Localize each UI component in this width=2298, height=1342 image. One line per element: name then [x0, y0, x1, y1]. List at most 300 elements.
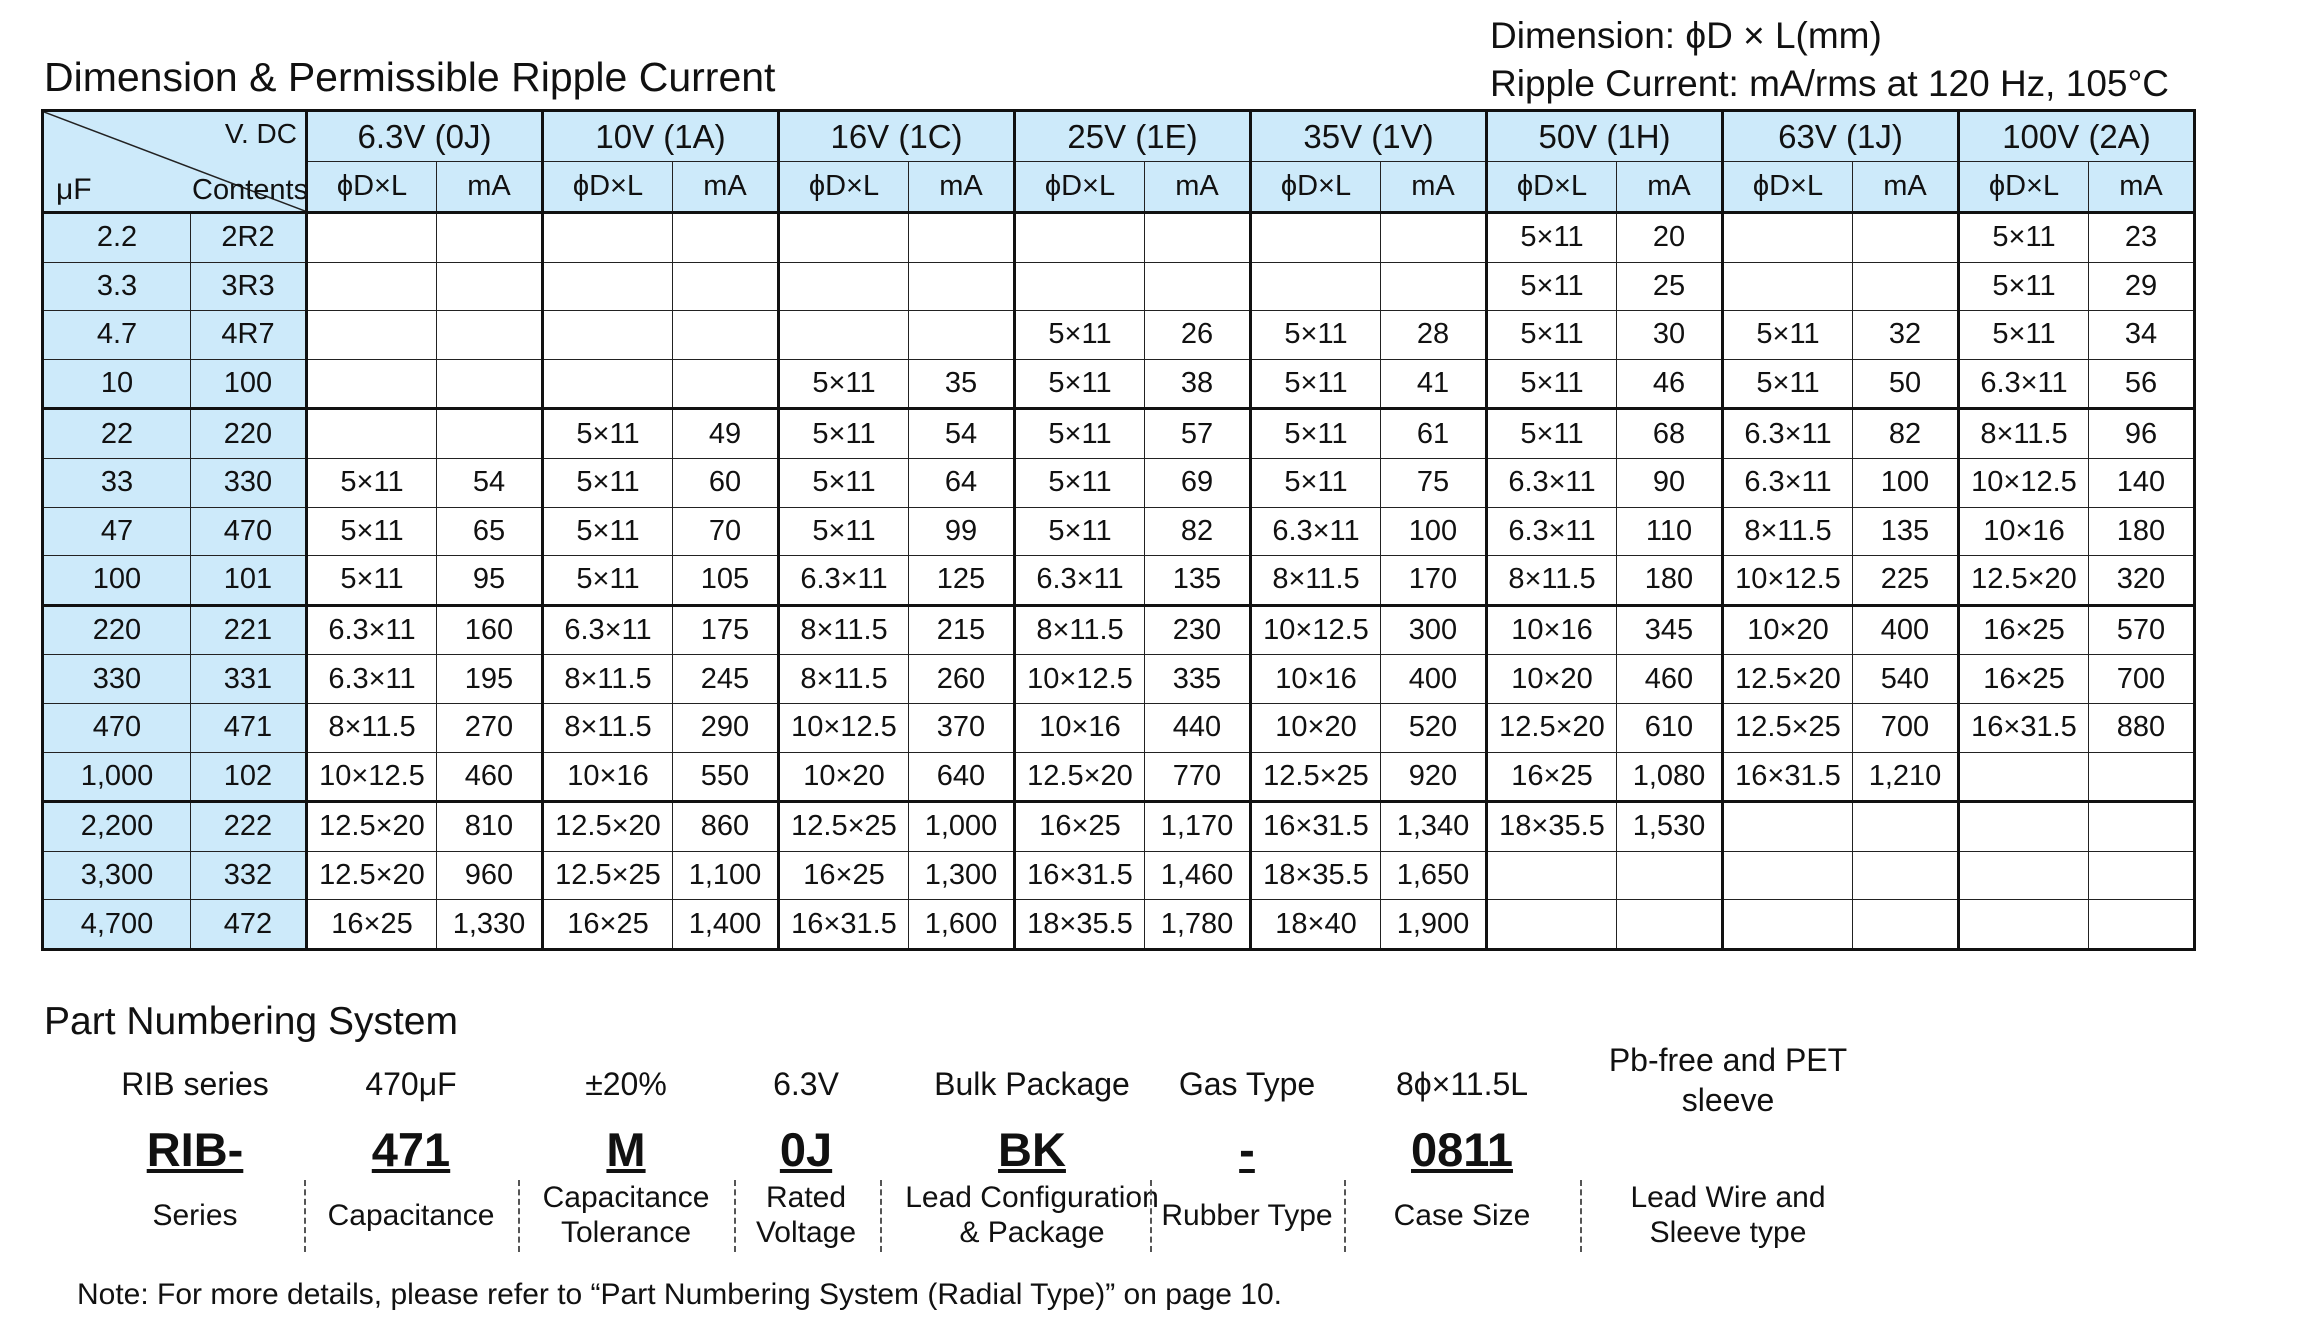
dimension-cell: 10×16	[1487, 605, 1617, 655]
dimension-cell	[1723, 213, 1853, 263]
ripple-cell: 34	[2089, 311, 2195, 360]
dimension-cell	[307, 409, 437, 459]
voltage-header: 16V (1C)	[779, 111, 1015, 162]
capacitance-cell: 2.2	[43, 213, 191, 263]
dimension-cell: 8×11.5	[1487, 556, 1617, 606]
dimension-cell	[1487, 851, 1617, 900]
ripple-cell: 70	[673, 507, 779, 556]
ripple-cell: 110	[1617, 507, 1723, 556]
dimension-cell: 6.3×11	[1487, 507, 1617, 556]
dimension-cell: 16×25	[1487, 752, 1617, 802]
ripple-cell: 95	[437, 556, 543, 606]
ripple-cell	[1853, 802, 1959, 852]
part-field-description: 470μF	[365, 1066, 457, 1102]
dimension-cell	[1015, 213, 1145, 263]
dimension-cell	[543, 213, 673, 263]
dimension-cell	[1015, 262, 1145, 311]
ripple-cell: 300	[1381, 605, 1487, 655]
voltage-header: 50V (1H)	[1487, 111, 1723, 162]
code-cell: 330	[191, 458, 307, 507]
dimension-cell: 5×11	[1015, 359, 1145, 409]
subheader-ma: mA	[1853, 162, 1959, 213]
dimension-cell: 10×16	[543, 752, 673, 802]
part-field-code: 0811	[1411, 1123, 1513, 1176]
dimension-cell: 5×11	[1015, 458, 1145, 507]
ripple-cell: 135	[1145, 556, 1251, 606]
ripple-cell	[673, 262, 779, 311]
table-row	[43, 458, 2195, 507]
ripple-cell: 1,100	[673, 851, 779, 900]
subheader-dimension: ϕD×L	[779, 162, 909, 213]
ripple-cell: 1,600	[909, 900, 1015, 950]
subheader-dimension: ϕD×L	[543, 162, 673, 213]
part-field-description: 8ϕ×11.5L	[1395, 1066, 1529, 1102]
ripple-cell: 1,330	[437, 900, 543, 950]
dimension-cell: 10×16	[1015, 703, 1145, 752]
dimension-cell: 10×12.5	[1959, 458, 2089, 507]
dimension-cell: 10×12.5	[1015, 655, 1145, 704]
part-field-description: RIB series	[121, 1066, 269, 1102]
part-field-code: 471	[371, 1123, 451, 1176]
dimension-cell: 5×11	[1487, 311, 1617, 360]
voltage-header: 100V (2A)	[1959, 111, 2195, 162]
dimension-cell: 6.3×11	[1723, 458, 1853, 507]
ripple-cell: 1,080	[1617, 752, 1723, 802]
ripple-cell: 54	[437, 458, 543, 507]
table-row	[43, 359, 2195, 409]
dimension-cell: 8×11.5	[779, 605, 909, 655]
ripple-cell: 30	[1617, 311, 1723, 360]
part-field-description: ±20%	[585, 1066, 667, 1102]
ripple-cell	[909, 213, 1015, 263]
table-corner-header	[43, 111, 307, 213]
dimension-cell: 6.3×11	[1959, 359, 2089, 409]
ripple-cell: 880	[2089, 703, 2195, 752]
subheader-dimension: ϕD×L	[1959, 162, 2089, 213]
capacitance-cell: 4.7	[43, 311, 191, 360]
subheader-dimension: ϕD×L	[1487, 162, 1617, 213]
capacitance-cell: 2,200	[43, 802, 191, 852]
ripple-cell: 230	[1145, 605, 1251, 655]
part-field-separator	[734, 1180, 736, 1252]
part-field-code: RIB-	[146, 1123, 244, 1176]
code-cell: 4R7	[191, 311, 307, 360]
dimension-cell: 10×16	[1251, 655, 1381, 704]
table-row	[43, 507, 2195, 556]
dimension-cell: 5×11	[1487, 409, 1617, 459]
part-field-label: Rubber Type	[1161, 1199, 1333, 1232]
ripple-cell: 23	[2089, 213, 2195, 263]
ripple-cell	[673, 311, 779, 360]
dimension-cell: 10×16	[1959, 507, 2089, 556]
ripple-cell: 810	[437, 802, 543, 852]
dimension-cell: 5×11	[1959, 262, 2089, 311]
dimension-cell	[779, 213, 909, 263]
table-row	[43, 409, 2195, 459]
dimension-cell	[543, 359, 673, 409]
table-row	[43, 213, 2195, 263]
dimension-cell: 5×11	[307, 507, 437, 556]
ripple-cell: 215	[909, 605, 1015, 655]
part-field-separator	[518, 1180, 520, 1252]
dimension-cell: 12.5×20	[1015, 752, 1145, 802]
dimension-cell	[307, 311, 437, 360]
dimension-cell: 12.5×20	[1723, 655, 1853, 704]
ripple-cell: 140	[2089, 458, 2195, 507]
code-cell: 470	[191, 507, 307, 556]
dimension-cell: 5×11	[1251, 311, 1381, 360]
part-field-code: -	[1239, 1123, 1255, 1176]
capacitance-cell: 33	[43, 458, 191, 507]
dimension-cell: 16×31.5	[1015, 851, 1145, 900]
voltage-header: 6.3V (0J)	[307, 111, 543, 162]
dimension-cell: 5×11	[307, 556, 437, 606]
ripple-cell: 345	[1617, 605, 1723, 655]
dimension-cell: 8×11.5	[779, 655, 909, 704]
ripple-cell: 90	[1617, 458, 1723, 507]
dimension-cell: 18×35.5	[1487, 802, 1617, 852]
dimension-cell: 6.3×11	[543, 605, 673, 655]
ripple-cell: 320	[2089, 556, 2195, 606]
ripple-cell	[1853, 213, 1959, 263]
ripple-cell	[1853, 851, 1959, 900]
footnote: Note: For more details, please refer to “Part Numbering System (Radial Type)” on page 10.	[77, 1278, 1282, 1311]
dimension-cell: 8×11.5	[1959, 409, 2089, 459]
ripple-cell: 41	[1381, 359, 1487, 409]
dimension-cell: 5×11	[543, 556, 673, 606]
dimension-cell: 10×12.5	[307, 752, 437, 802]
dimension-cell: 5×11	[779, 359, 909, 409]
dimension-cell	[1959, 851, 2089, 900]
dimension-cell: 10×20	[1487, 655, 1617, 704]
ripple-cell: 49	[673, 409, 779, 459]
ripple-cell: 60	[673, 458, 779, 507]
ripple-cell	[437, 213, 543, 263]
code-cell: 331	[191, 655, 307, 704]
code-cell: 220	[191, 409, 307, 459]
dimension-cell	[307, 262, 437, 311]
dimension-cell: 12.5×20	[543, 802, 673, 852]
dimension-cell: 16×31.5	[1959, 703, 2089, 752]
section-title: Dimension & Permissible Ripple Current	[44, 54, 776, 100]
dimension-cell: 6.3×11	[307, 605, 437, 655]
dimension-cell	[1251, 213, 1381, 263]
ripple-cell: 400	[1853, 605, 1959, 655]
dimension-cell: 5×11	[779, 458, 909, 507]
ripple-cell	[2089, 851, 2195, 900]
part-field-code: 0J	[779, 1123, 833, 1176]
dimension-cell: 5×11	[1959, 311, 2089, 360]
ripple-cell	[2089, 752, 2195, 802]
ripple-cell: 125	[909, 556, 1015, 606]
part-field-label: Capacitance Tolerance	[542, 1181, 710, 1249]
ripple-cell: 520	[1381, 703, 1487, 752]
ripple-cell: 50	[1853, 359, 1959, 409]
ripple-cell: 335	[1145, 655, 1251, 704]
ripple-cell: 105	[673, 556, 779, 606]
code-cell: 101	[191, 556, 307, 606]
ripple-cell	[1853, 262, 1959, 311]
ripple-cell	[1381, 213, 1487, 263]
dimension-cell: 12.5×20	[1487, 703, 1617, 752]
subheader-dimension: ϕD×L	[307, 162, 437, 213]
table-row	[43, 311, 2195, 360]
dimension-cell	[1251, 262, 1381, 311]
dimension-cell: 18×35.5	[1251, 851, 1381, 900]
dimension-cell: 8×11.5	[1251, 556, 1381, 606]
part-field-description: Gas Type	[1178, 1066, 1316, 1102]
ripple-cell: 1,300	[909, 851, 1015, 900]
ripple-cell: 61	[1381, 409, 1487, 459]
ripple-cell	[1381, 262, 1487, 311]
code-cell: 102	[191, 752, 307, 802]
dimension-cell: 5×11	[543, 409, 673, 459]
dimension-cell: 10×20	[1251, 703, 1381, 752]
ripple-cell	[1853, 900, 1959, 950]
dimension-cell: 5×11	[307, 458, 437, 507]
ripple-cell: 860	[673, 802, 779, 852]
part-field-label: Capacitance	[327, 1199, 495, 1232]
dimension-cell: 12.5×20	[1959, 556, 2089, 606]
subheader-ma: mA	[673, 162, 779, 213]
dimension-cell: 12.5×25	[779, 802, 909, 852]
dimension-cell: 16×25	[1959, 655, 2089, 704]
code-cell: 2R2	[191, 213, 307, 263]
subheader-ma: mA	[2089, 162, 2195, 213]
dimension-cell: 5×11	[779, 507, 909, 556]
capacitance-cell: 10	[43, 359, 191, 409]
ripple-cell	[673, 213, 779, 263]
subheader-ma: mA	[1381, 162, 1487, 213]
dimension-cell: 18×40	[1251, 900, 1381, 950]
ripple-cell: 25	[1617, 262, 1723, 311]
dimension-cell	[543, 311, 673, 360]
dimension-cell: 6.3×11	[1251, 507, 1381, 556]
dimension-cell	[1959, 900, 2089, 950]
ripple-cell: 700	[2089, 655, 2195, 704]
dimension-cell: 12.5×25	[543, 851, 673, 900]
ripple-cell: 35	[909, 359, 1015, 409]
dimension-cell: 16×25	[779, 851, 909, 900]
capacitance-cell: 330	[43, 655, 191, 704]
ripple-cell: 26	[1145, 311, 1251, 360]
subheader-ma: mA	[909, 162, 1015, 213]
capacitance-cell: 3,300	[43, 851, 191, 900]
dimension-cell	[779, 262, 909, 311]
table-row	[43, 752, 2195, 802]
ripple-table	[41, 109, 2196, 951]
ripple-cell: 1,210	[1853, 752, 1959, 802]
dimension-cell: 6.3×11	[1015, 556, 1145, 606]
code-cell: 472	[191, 900, 307, 950]
ripple-cell: 20	[1617, 213, 1723, 263]
dimension-cell: 16×31.5	[779, 900, 909, 950]
part-field-description: Bulk Package	[934, 1066, 1130, 1102]
dimension-cell: 5×11	[779, 409, 909, 459]
capacitance-cell: 100	[43, 556, 191, 606]
part-field-label: Lead Wire and Sleeve type	[1630, 1181, 1826, 1249]
dimension-cell: 12.5×25	[1723, 703, 1853, 752]
part-field-label: Rated Voltage	[755, 1181, 857, 1249]
table-row	[43, 556, 2195, 606]
voltage-header: 63V (1J)	[1723, 111, 1959, 162]
part-field-separator	[1580, 1180, 1582, 1252]
dimension-cell: 10×12.5	[1723, 556, 1853, 606]
ripple-cell: 64	[909, 458, 1015, 507]
ripple-cell: 75	[1381, 458, 1487, 507]
voltage-header: 25V (1E)	[1015, 111, 1251, 162]
dimension-cell: 5×11	[1487, 359, 1617, 409]
part-field-separator	[1150, 1180, 1152, 1252]
ripple-cell: 180	[2089, 507, 2195, 556]
dimension-cell: 10×12.5	[1251, 605, 1381, 655]
ripple-cell: 57	[1145, 409, 1251, 459]
dimension-cell: 16×31.5	[1251, 802, 1381, 852]
dimension-cell: 8×11.5	[1723, 507, 1853, 556]
capacitance-cell: 22	[43, 409, 191, 459]
ripple-cell: 180	[1617, 556, 1723, 606]
code-cell: 3R3	[191, 262, 307, 311]
table-row	[43, 900, 2195, 950]
ripple-cell: 370	[909, 703, 1015, 752]
subheader-ma: mA	[437, 162, 543, 213]
ripple-cell: 550	[673, 752, 779, 802]
dimension-cell: 16×31.5	[1723, 752, 1853, 802]
part-field-code: M	[606, 1123, 646, 1176]
dimension-note-line1: Dimension: ϕD × L(mm)	[1490, 15, 1882, 56]
ripple-cell: 1,400	[673, 900, 779, 950]
capacitance-cell: 47	[43, 507, 191, 556]
contents-label: Contents	[192, 174, 309, 206]
ripple-cell	[673, 359, 779, 409]
dimension-cell	[1959, 802, 2089, 852]
ripple-cell: 270	[437, 703, 543, 752]
ripple-cell: 38	[1145, 359, 1251, 409]
ripple-cell: 160	[437, 605, 543, 655]
dimension-cell: 16×25	[1015, 802, 1145, 852]
ripple-cell: 135	[1853, 507, 1959, 556]
dimension-cell	[1959, 752, 2089, 802]
ripple-cell: 32	[1853, 311, 1959, 360]
ripple-cell: 1,530	[1617, 802, 1723, 852]
dimension-cell: 5×11	[1015, 409, 1145, 459]
dimension-cell: 16×25	[1959, 605, 2089, 655]
dimension-cell: 8×11.5	[543, 655, 673, 704]
part-field-separator	[304, 1180, 306, 1252]
ripple-cell	[909, 262, 1015, 311]
dimension-cell: 5×11	[1015, 507, 1145, 556]
ripple-cell: 290	[673, 703, 779, 752]
table-row	[43, 703, 2195, 752]
dimension-cell	[779, 311, 909, 360]
ripple-cell: 82	[1853, 409, 1959, 459]
part-field-separator	[880, 1180, 882, 1252]
dimension-cell: 5×11	[1723, 311, 1853, 360]
ripple-cell: 195	[437, 655, 543, 704]
corner-uf-label: μF	[56, 173, 92, 206]
ripple-cell: 770	[1145, 752, 1251, 802]
subheader-dimension: ϕD×L	[1251, 162, 1381, 213]
ripple-cell: 960	[437, 851, 543, 900]
capacitance-cell: 4,700	[43, 900, 191, 950]
dimension-cell	[543, 262, 673, 311]
subheader-ma: mA	[1145, 162, 1251, 213]
code-cell: 221	[191, 605, 307, 655]
ripple-cell: 1,780	[1145, 900, 1251, 950]
dimension-cell	[1723, 851, 1853, 900]
subheader-dimension: ϕD×L	[1015, 162, 1145, 213]
ripple-cell	[1617, 900, 1723, 950]
ripple-cell: 54	[909, 409, 1015, 459]
ripple-cell: 68	[1617, 409, 1723, 459]
ripple-cell: 46	[1617, 359, 1723, 409]
dimension-cell: 10×20	[1723, 605, 1853, 655]
ripple-cell: 700	[1853, 703, 1959, 752]
dimension-cell: 16×25	[307, 900, 437, 950]
ripple-cell: 1,340	[1381, 802, 1487, 852]
dimension-cell: 8×11.5	[307, 703, 437, 752]
dimension-cell	[1723, 900, 1853, 950]
subheader-dimension: ϕD×L	[1723, 162, 1853, 213]
dimension-cell: 6.3×11	[779, 556, 909, 606]
ripple-cell: 100	[1853, 458, 1959, 507]
ripple-cell: 170	[1381, 556, 1487, 606]
ripple-cell: 920	[1381, 752, 1487, 802]
part-field-description: Pb-free and PET sleeve	[1608, 1042, 1848, 1118]
dimension-cell: 10×20	[779, 752, 909, 802]
part-field-code: BK	[998, 1123, 1066, 1176]
ripple-cell: 96	[2089, 409, 2195, 459]
ripple-cell: 1,000	[909, 802, 1015, 852]
ripple-cell: 640	[909, 752, 1015, 802]
ripple-cell	[437, 311, 543, 360]
ripple-cell	[2089, 802, 2195, 852]
capacitance-cell: 470	[43, 703, 191, 752]
dimension-cell: 12.5×20	[307, 802, 437, 852]
dimension-cell: 6.3×11	[1723, 409, 1853, 459]
part-field-label: Series	[152, 1199, 238, 1232]
dimension-cell	[1487, 900, 1617, 950]
dimension-cell: 8×11.5	[1015, 605, 1145, 655]
dimension-cell: 5×11	[1251, 409, 1381, 459]
ripple-cell: 1,900	[1381, 900, 1487, 950]
part-field-label: Lead Configuration & Package	[905, 1181, 1159, 1249]
ripple-cell	[909, 311, 1015, 360]
voltage-header: 35V (1V)	[1251, 111, 1487, 162]
dimension-cell	[307, 213, 437, 263]
corner-vdc-label: V. DC	[224, 118, 297, 149]
part-field-label: Case Size	[1393, 1199, 1531, 1232]
voltage-header: 10V (1A)	[543, 111, 779, 162]
ripple-cell	[1617, 851, 1723, 900]
dimension-cell: 5×11	[543, 507, 673, 556]
ripple-cell: 175	[673, 605, 779, 655]
dimension-cell: 6.3×11	[307, 655, 437, 704]
part-numbering-title: Part Numbering System	[44, 1000, 458, 1043]
ripple-cell: 82	[1145, 507, 1251, 556]
ripple-cell: 225	[1853, 556, 1959, 606]
table-row	[43, 851, 2195, 900]
ripple-cell: 440	[1145, 703, 1251, 752]
ripple-cell: 65	[437, 507, 543, 556]
dimension-cell: 5×11	[1251, 458, 1381, 507]
code-cell: 222	[191, 802, 307, 852]
dimension-cell: 5×11	[543, 458, 673, 507]
capacitance-cell: 1,000	[43, 752, 191, 802]
table-row	[43, 262, 2195, 311]
ripple-cell	[1145, 213, 1251, 263]
ripple-cell: 28	[1381, 311, 1487, 360]
